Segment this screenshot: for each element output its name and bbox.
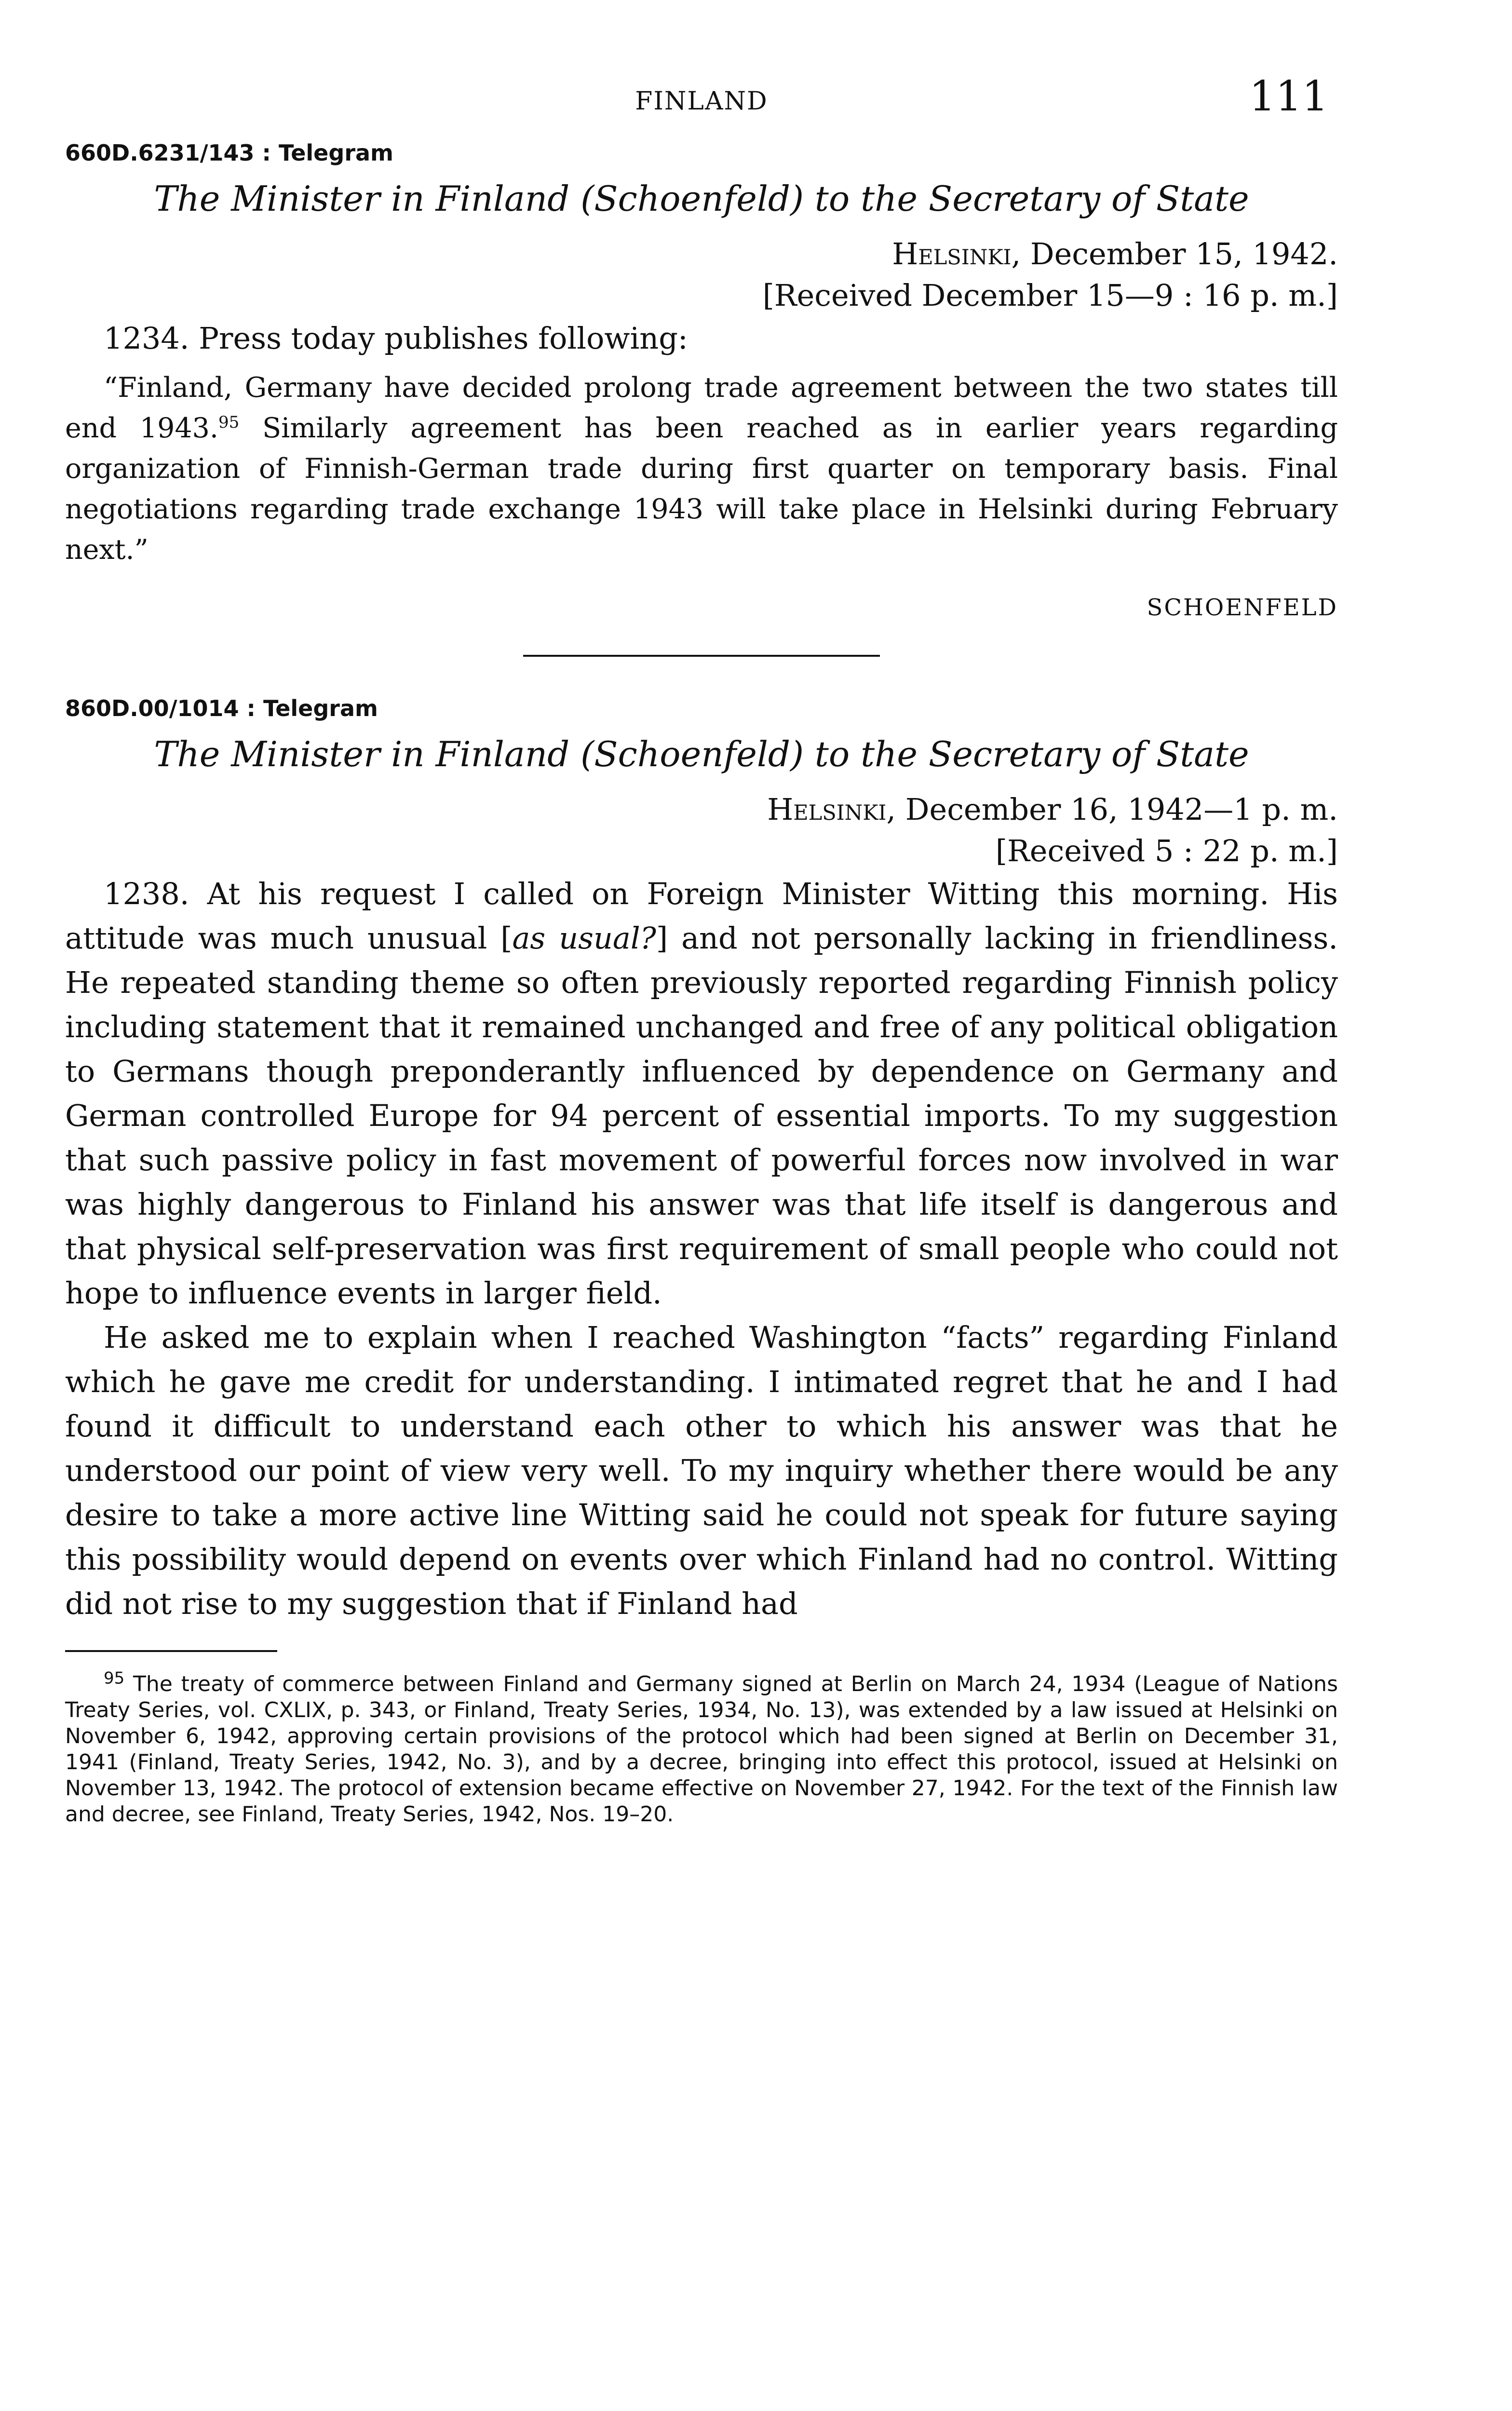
dateline-date: , December 16, 1942—1 p. m. [886,792,1338,827]
signature: SCHOENFELD [1147,594,1338,621]
quote-part: Similarly agreement has been reached as in earlier years regarding organization of Finnish-German trade during first quarter on temporary basis. Final negotiations regarding trade exchange 1943 will take place in Helsinki during February next.” [65,412,1338,566]
paragraph-text: 1238. At his request I called on Foreign Minister Witting this morning. His attitude was much unusual [ [65,876,1338,956]
body-paragraph: 1234. Press today publishes following: [104,321,688,356]
running-title: FINLAND [635,87,768,116]
quote-part: “Finland, Germany have decided prolong trade agreement between the two states till end 1943. [65,372,1338,444]
paragraph-text: ] and not personally lacking in friendliness. He repeated standing theme so often previously reported regarding Finnish policy including statement that it remained unchanged and free of any political obligation to Germans though preponderantly influenced by dependence on Germany and German controlled Europe for 94 percent of essential imports. To my suggestion that such passive policy in fast movement of powerful forces now involved in war was highly dangerous to Finland his answer was that life itself is dangerous and that physical self-preservation was first requirement of small people who could not hope to influence events in larger field. [65,921,1338,1311]
quoted-text [65,367,1338,570]
editorial-insertion: as usual? [512,921,656,956]
dateline-place: Helsinki [892,236,1012,271]
document-heading: The Minister in Finland (Schoenfeld) to the Secretary of State [154,734,1249,774]
document-page [65,72,1338,1828]
dateline [65,789,1338,872]
file-number: 860D.00/1014 : Telegram [65,695,378,721]
dateline-place-date [65,789,1338,830]
body-paragraph [65,872,1338,1315]
footnote [65,1668,1338,1828]
footnote-divider [65,1650,277,1652]
file-number: 660D.6231/143 : Telegram [65,140,393,166]
dateline-place-date [65,233,1338,275]
section-divider [523,655,880,657]
received-line: [Received December 15—9 : 16 p. m.] [762,278,1338,313]
footnote-reference: 95 [218,413,240,432]
dateline-date: , December 15, 1942. [1011,236,1338,271]
dateline-place: Helsinki [767,792,887,827]
received-line: [Received 5 : 22 p. m.] [995,833,1338,868]
body-paragraph: He asked me to explain when I reached Washington “facts” regarding Finland which he gave me credit for understanding. I intimated regret that he and I had found it difficult to understand each other to which his answer was that he understood our point of view very well. To my inquiry whether there would be any desire to take a more active line Witting said he could not speak for future saying this possibility would depend on events over which Finland had no control. Witting did not rise to my suggestion that if Finland had [65,1320,1338,1621]
footnote-marker: 95 [104,1668,125,1688]
dateline [65,233,1338,316]
document-heading: The Minister in Finland (Schoenfeld) to the Secretary of State [154,178,1249,219]
page-number: 111 [1249,72,1328,121]
running-header [65,72,1338,140]
footnote-text: The treaty of commerce between Finland and Germany signed at Berlin on March 24, 1934 (League of Nations Treaty Series, vol. CXLIX, p. 343, or Finland, Treaty Series, 1934, No. 13), was extended by a law issued at Helsinki on November 6, 1942, approving certain provisions of the protocol which had been signed at Berlin on December 31, 1941 (Finland, Treaty Series, 1942, No. 3), and by a decree, bringing into effect this protocol, issued at Helsinki on November 13, 1942. The protocol of extension became effective on November 27, 1942. For the text of the Finnish law and decree, see Finland, Treaty Series, 1942, Nos. 19–20. [65,1672,1338,1827]
